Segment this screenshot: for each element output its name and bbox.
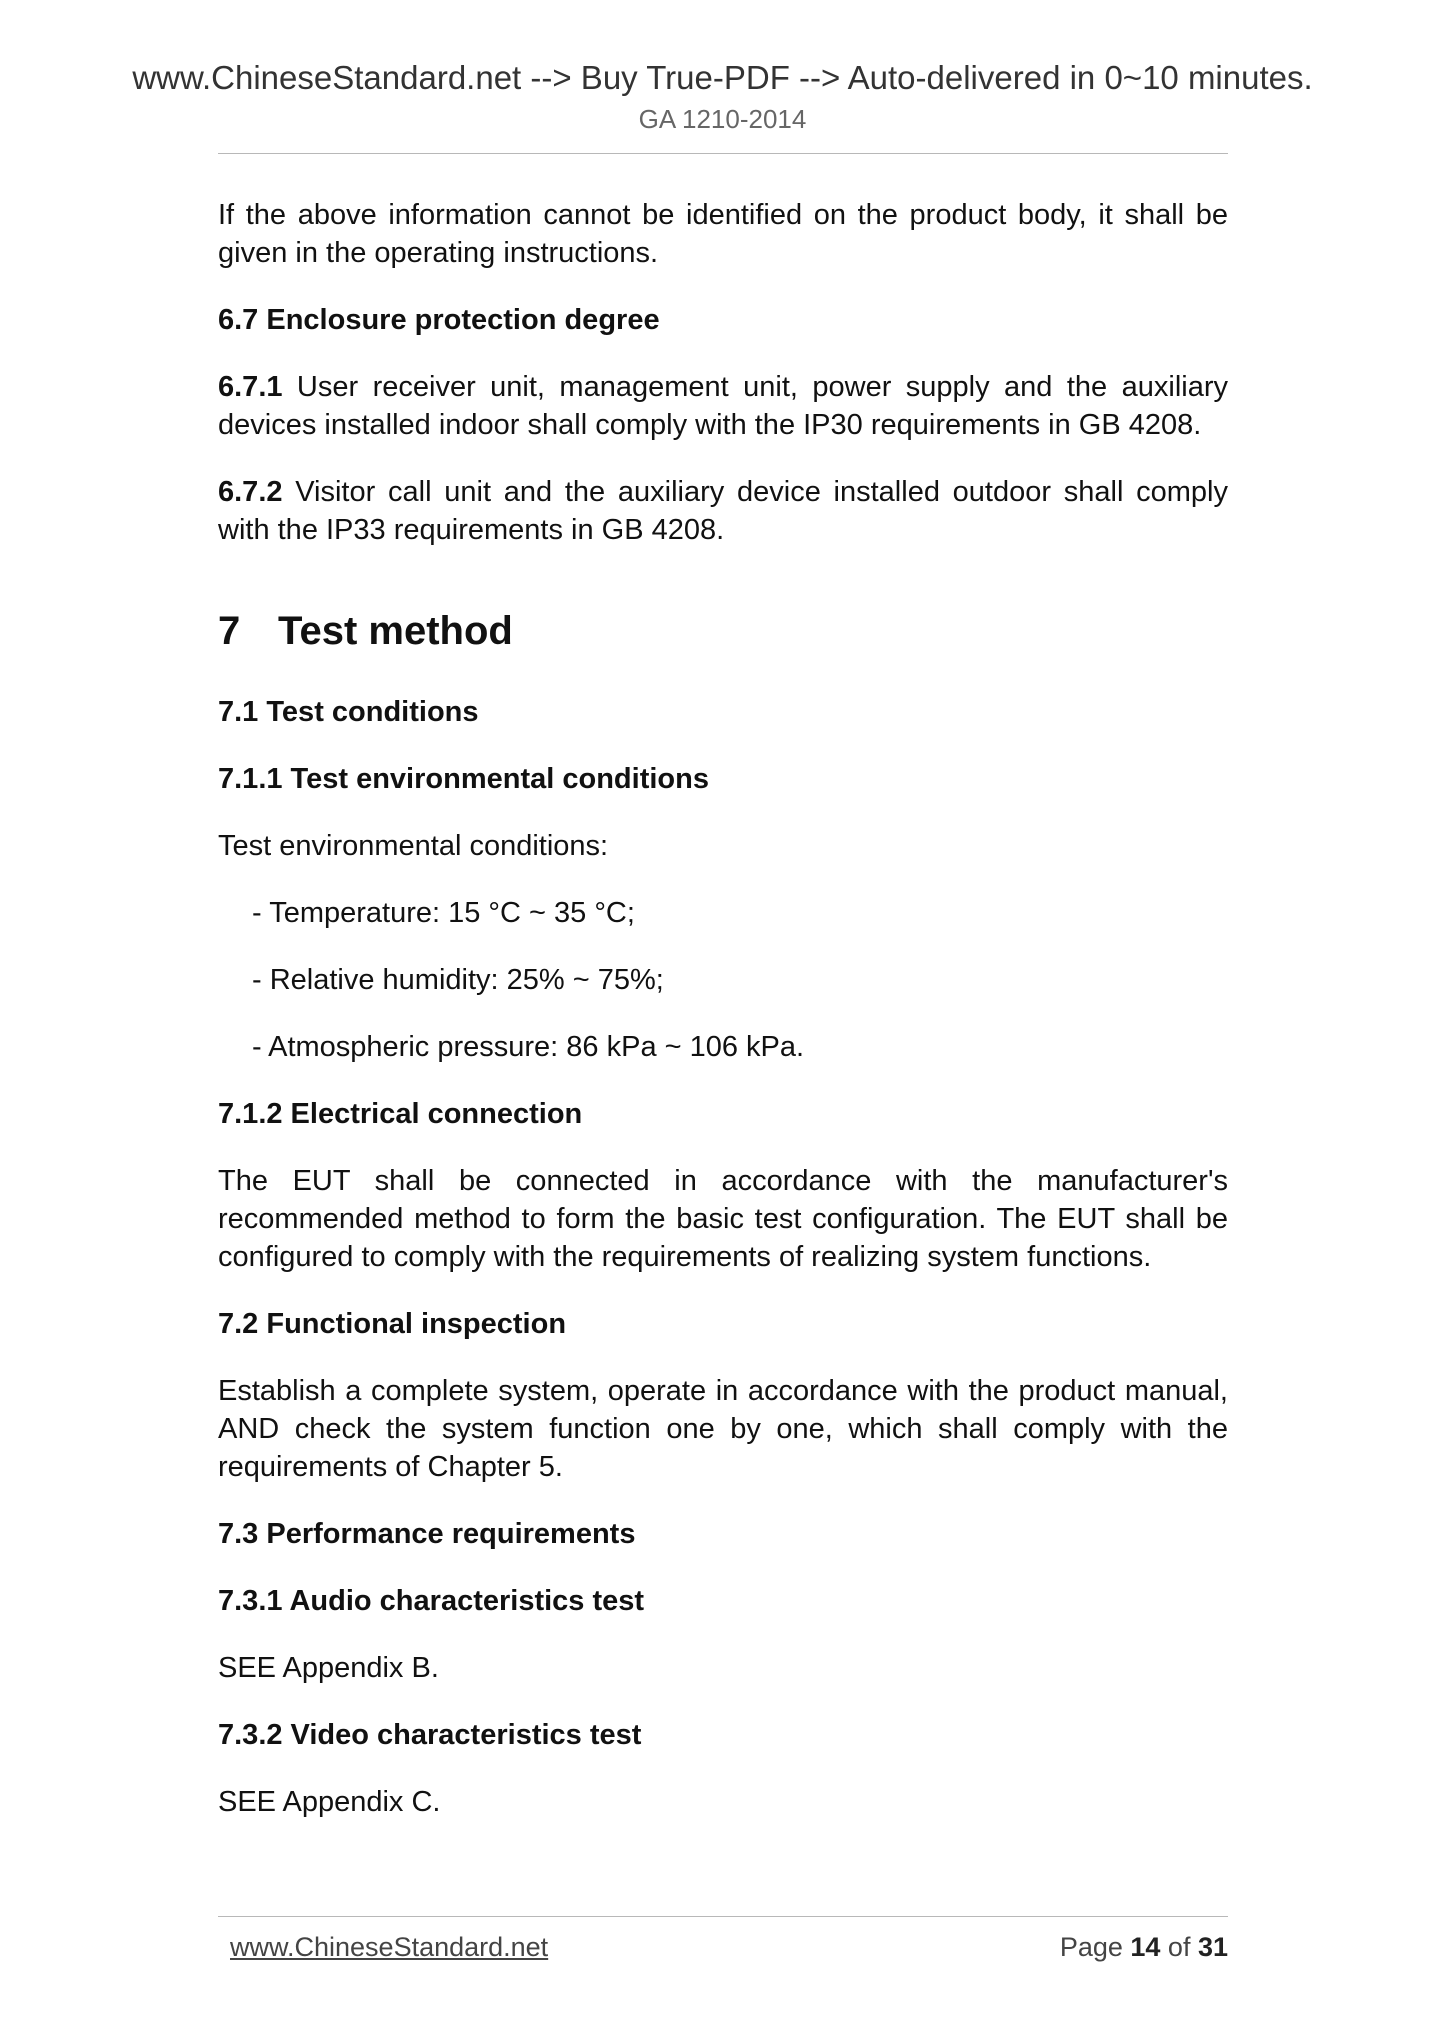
electrical-connection-text: The EUT shall be connected in accordance with the manufacturer's recommended method to form the basic test configuration. The EUT shall be configured to comply with the requirements of realizing system functions. <box>218 1165 1228 1273</box>
video-test-text: SEE Appendix C. <box>218 1786 441 1818</box>
clause-number: 6.7.1 <box>218 371 283 403</box>
clause-text: User receiver unit, management unit, power supply and the auxiliary devices installed indoor shall comply with the IP30 requirements in GB 4208. <box>218 371 1228 441</box>
functional-inspection-text: Establish a complete system, operate in accordance with the product manual, AND check the system function one by one, which shall comply with the requirements of Chapter 5. <box>218 1375 1228 1483</box>
clause-6-7-2 <box>218 473 1228 549</box>
heading-7-1-2: 7.1.2 Electrical connection <box>218 1098 583 1130</box>
footer-divider <box>218 1916 1228 1917</box>
intro-paragraph: If the above information cannot be identified on the product body, it shall be given in the operating instructions. <box>218 199 1228 269</box>
audio-test-text: SEE Appendix B. <box>218 1652 439 1684</box>
heading-7-1: 7.1 Test conditions <box>218 696 479 728</box>
heading-7-1-1: 7.1.1 Test environmental conditions <box>218 763 709 795</box>
standard-code: GA 1210-2014 <box>638 104 807 134</box>
page-of-label: of <box>1160 1932 1198 1962</box>
clause-6-7-1 <box>218 368 1228 444</box>
heading-6-7: 6.7 Enclosure protection degree <box>218 304 660 336</box>
page-indicator <box>1060 1930 1228 1964</box>
heading-7-3-2: 7.3.2 Video characteristics test <box>218 1719 642 1751</box>
clause-text: Visitor call unit and the auxiliary device installed outdoor shall comply with the IP33 requirements in GB 4208. <box>218 476 1228 546</box>
footer-site-link[interactable]: www.ChineseStandard.net <box>230 1932 549 1962</box>
heading-7-2: 7.2 Functional inspection <box>218 1308 567 1340</box>
environment-lead: Test environmental conditions: <box>218 830 609 862</box>
chapter-7-heading <box>218 607 1228 655</box>
chapter-title: Test method <box>278 609 513 653</box>
page-content <box>218 196 1228 1850</box>
source-banner: www.ChineseStandard.net --> Buy True-PDF --> Auto-delivered in 0~10 minutes. <box>132 59 1313 96</box>
list-item-temperature: - Temperature: 15 °C ~ 35 °C; <box>252 897 635 929</box>
clause-number: 6.7.2 <box>218 476 283 508</box>
total-pages: 31 <box>1197 1932 1228 1962</box>
list-item-pressure: - Atmospheric pressure: 86 kPa ~ 106 kPa. <box>252 1031 805 1063</box>
current-page: 14 <box>1130 1932 1161 1962</box>
chapter-number: 7 <box>218 609 241 653</box>
header-divider <box>218 153 1228 154</box>
heading-7-3-1: 7.3.1 Audio characteristics test <box>218 1585 645 1617</box>
list-item-humidity: - Relative humidity: 25% ~ 75%; <box>252 964 664 996</box>
heading-7-3: 7.3 Performance requirements <box>218 1518 636 1550</box>
page-label: Page <box>1059 1932 1131 1962</box>
